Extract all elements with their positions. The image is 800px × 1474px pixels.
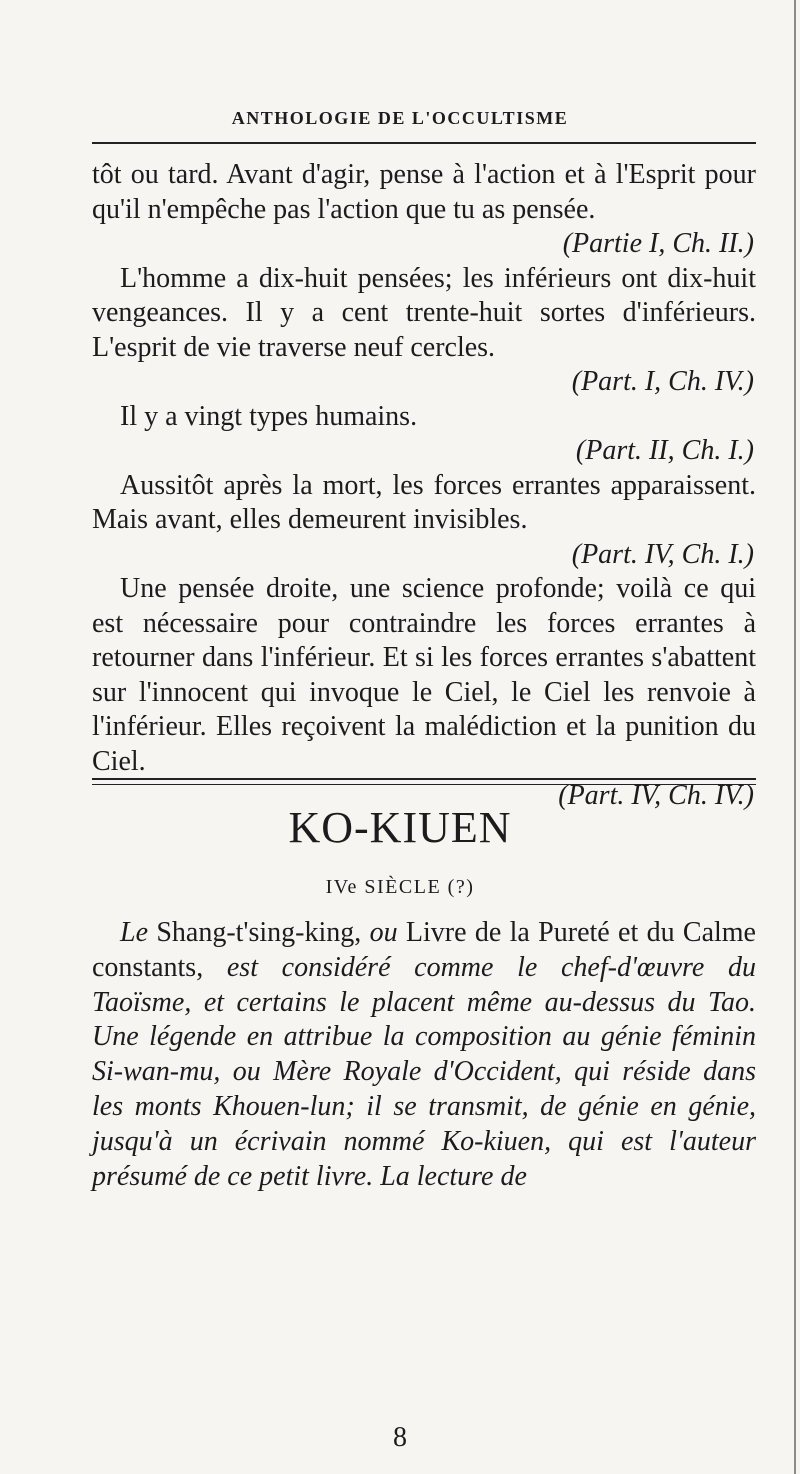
header-rule	[92, 142, 756, 144]
passage-4: Aussitôt après la mort, les forces errantes apparaissent. Mais avant, elles demeurent invisibles.	[92, 469, 756, 535]
reference-4: (Part. IV, Ch. I.)	[571, 538, 754, 570]
passage-1: tôt ou tard. Avant d'agir, pense à l'action et à l'Esprit pour qu'il n'empêche pas l'action que tu as pensée.	[92, 159, 756, 225]
intro-part-4: Livre de la Pureté et du Calme constants,	[92, 917, 756, 983]
intro-part-5: est considéré comme le chef-d'œuvre du Taoïsme, et certains le placent même au-dessus du Tao. Une légende en attribue la composition au génie féminin Si-wan-mu, ou Mère Royale d'Occident, qui réside dans les monts Khouen-lun; il se transmit, de génie en génie, jusqu'à un écrivain nommé Ko-kiuen, qui est l'auteur présumé de ce petit livre. La lecture de	[92, 951, 756, 1192]
intro-part-3: ou	[369, 917, 406, 948]
reference-5: (Part. IV, Ch. IV.)	[558, 780, 754, 811]
reference-3: (Part. II, Ch. I.)	[575, 435, 754, 466]
passage-3: Il y a vingt types humains.	[120, 400, 418, 432]
intro-part-1: Le	[120, 917, 157, 948]
passage-5: Une pensée droite, une science profonde; voilà ce qui est nécessaire pour contraindre les forces errantes à retourner dans l'inférieur. Et si les forces errantes s'abattent sur l'innocent qui invoque le Ciel, le Ciel les renvoie à l'inférieur. Elles reçoivent la malédiction et la punition du Ciel.	[92, 573, 756, 777]
section-rule-bottom	[92, 784, 756, 785]
reference-1: (Partie I, Ch. II.)	[562, 228, 754, 259]
page-number: 8	[393, 1422, 407, 1453]
section-rule-top	[92, 778, 756, 780]
reference-2: (Part. I, Ch. IV.)	[571, 366, 754, 397]
section-intro	[92, 916, 756, 1194]
section-title: KO-KIUEN	[288, 803, 512, 852]
running-header: ANTHOLOGIE DE L'OCCULTISME	[231, 108, 569, 128]
page-edge	[794, 0, 796, 1474]
main-text	[92, 158, 756, 814]
intro-part-2: Shang-t'sing-king,	[156, 917, 370, 948]
section-subtitle: IVe SIÈCLE (?)	[325, 876, 475, 898]
passage-2: L'homme a dix-huit pensées; les inférieurs ont dix-huit vengeances. Il y a cent trente-huit sortes d'inférieurs. L'esprit de vie traverse neuf cercles.	[92, 262, 756, 363]
